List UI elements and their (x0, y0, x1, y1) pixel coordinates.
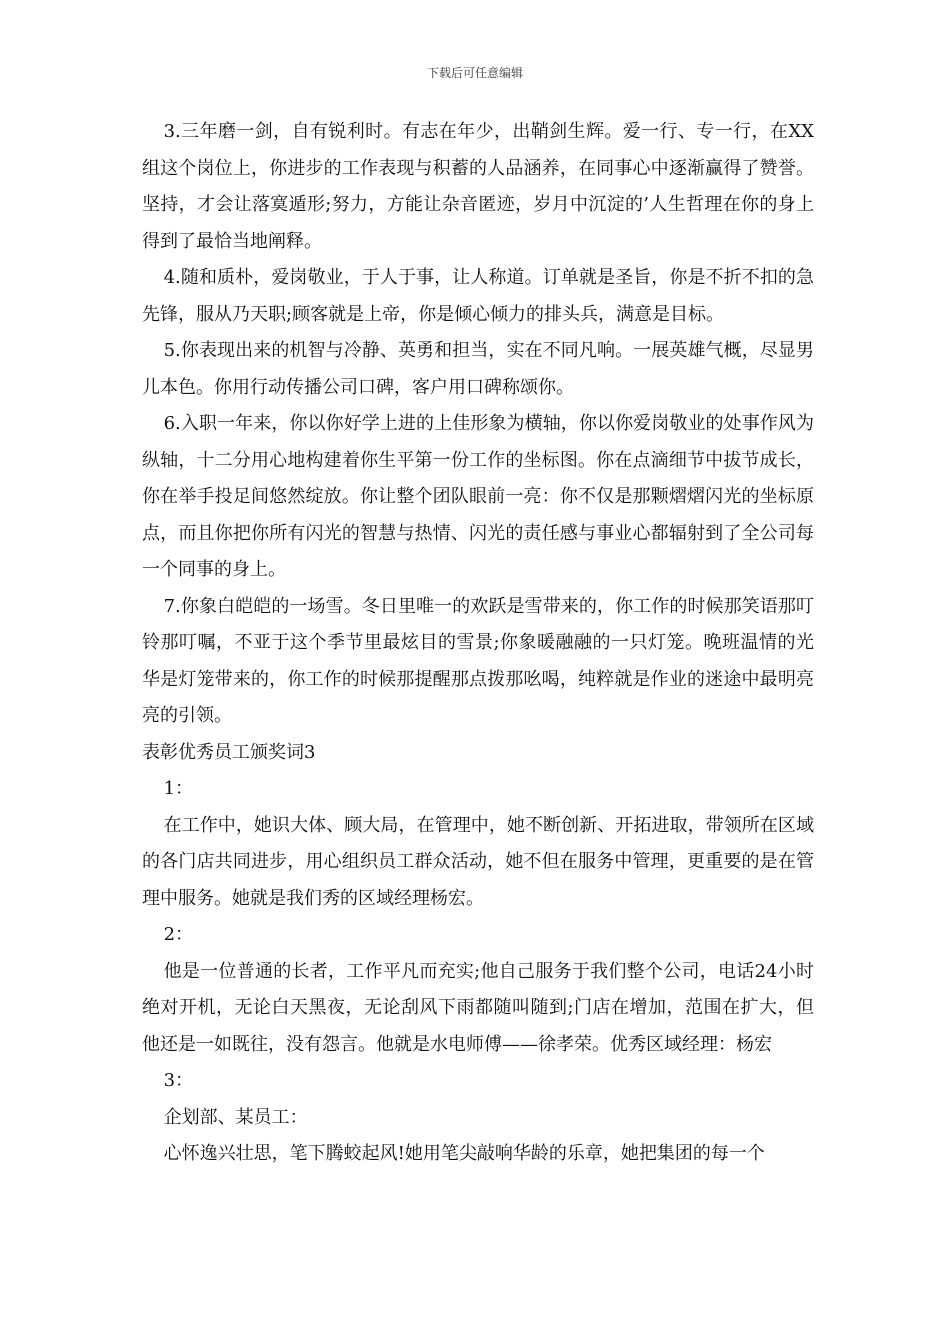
paragraph-4: 4.随和质朴，爱岗敬业，于人于事，让人称道。订单就是圣旨，你是不折不扣的急先锋，服从乃天职;顾客就是上帝，你是倾心倾力的排头兵，满意是目标。 (142, 267, 814, 325)
page-header: 下载后可任意编辑 (426, 66, 523, 80)
item-number-2: 2： (163, 924, 194, 945)
paragraph-item-2: 他是一位普通的长者，工作平凡而充实;他自己服务于我们整个公司，电话24小时绝对开机，无论白天黑夜，无论刮风下雨都随叫随到;门店在增加，范围在扩大，但他还是一如既往，没有怨言。他就是水电师傅——徐孝荣。优秀区域经理：杨宏 (142, 960, 814, 1055)
item-number-3: 3： (163, 1070, 194, 1091)
paragraph-5: 5.你表现出来的机智与冷静、英勇和担当，实在不同凡响。一展英雄气概，尽显男儿本色。你用行动传播公司口碑，客户用口碑称颂你。 (142, 340, 814, 398)
paragraph-item-3: 心怀逸兴壮思，笔下腾蛟起风!她用笔尖敲响华龄的乐章，她把集团的每一个 (163, 1143, 765, 1164)
item-number-1: 1： (163, 778, 194, 799)
section-heading: 表彰优秀员工颁奖词3 (142, 741, 316, 763)
document-body (142, 114, 814, 1173)
paragraph-item-1: 在工作中，她识大体、顾大局，在管理中，她不断创新、开拓进取，带领所在区域的各门店共同进步，用心组织员工群众活动，她不但在服务中管理，更重要的是在管理中服务。她就是我们秀的区域经理杨宏。 (142, 814, 814, 909)
paragraph-dept: 企划部、某员工： (163, 1106, 308, 1128)
paragraph-3: 3.三年磨一剑，自有锐利时。有志在年少，出鞘剑生辉。爱一行、专一行，在XX组这个岗位上，你进步的工作表现与积蓄的人品涵养，在同事心中逐渐赢得了赞誉。坚持，才会让落寞遁形;努力，方能让杂音匿迹，岁月中沉淀的’人生哲理在你的身上得到了最恰当地阐释。 (142, 121, 814, 252)
paragraph-6: 6.入职一年来，你以你好学上进的上佳形象为横轴，你以你爱岗敬业的处事作风为纵轴，十二分用心地构建着你生平第一份工作的坐标图。你在点滴细节中拔节成长，你在举手投足间悠然绽放。你让整个团队眼前一亮：你不仅是那颗熠熠闪光的坐标原点，而且你把你所有闪光的智慧与热情、闪光的责任感与事业心都辐射到了全公司每一个同事的身上。 (142, 413, 814, 580)
paragraph-7: 7.你象白皑皑的一场雪。冬日里唯一的欢跃是雪带来的，你工作的时候那笑语那叮铃那叮嘱，不亚于这个季节里最炫目的雪景;你象暖融融的一只灯笼。晚班温情的光华是灯笼带来的，你工作的时候那提醒那点拨那吆喝，纯粹就是作业的迷途中最明亮亮的引领。 (142, 595, 814, 726)
